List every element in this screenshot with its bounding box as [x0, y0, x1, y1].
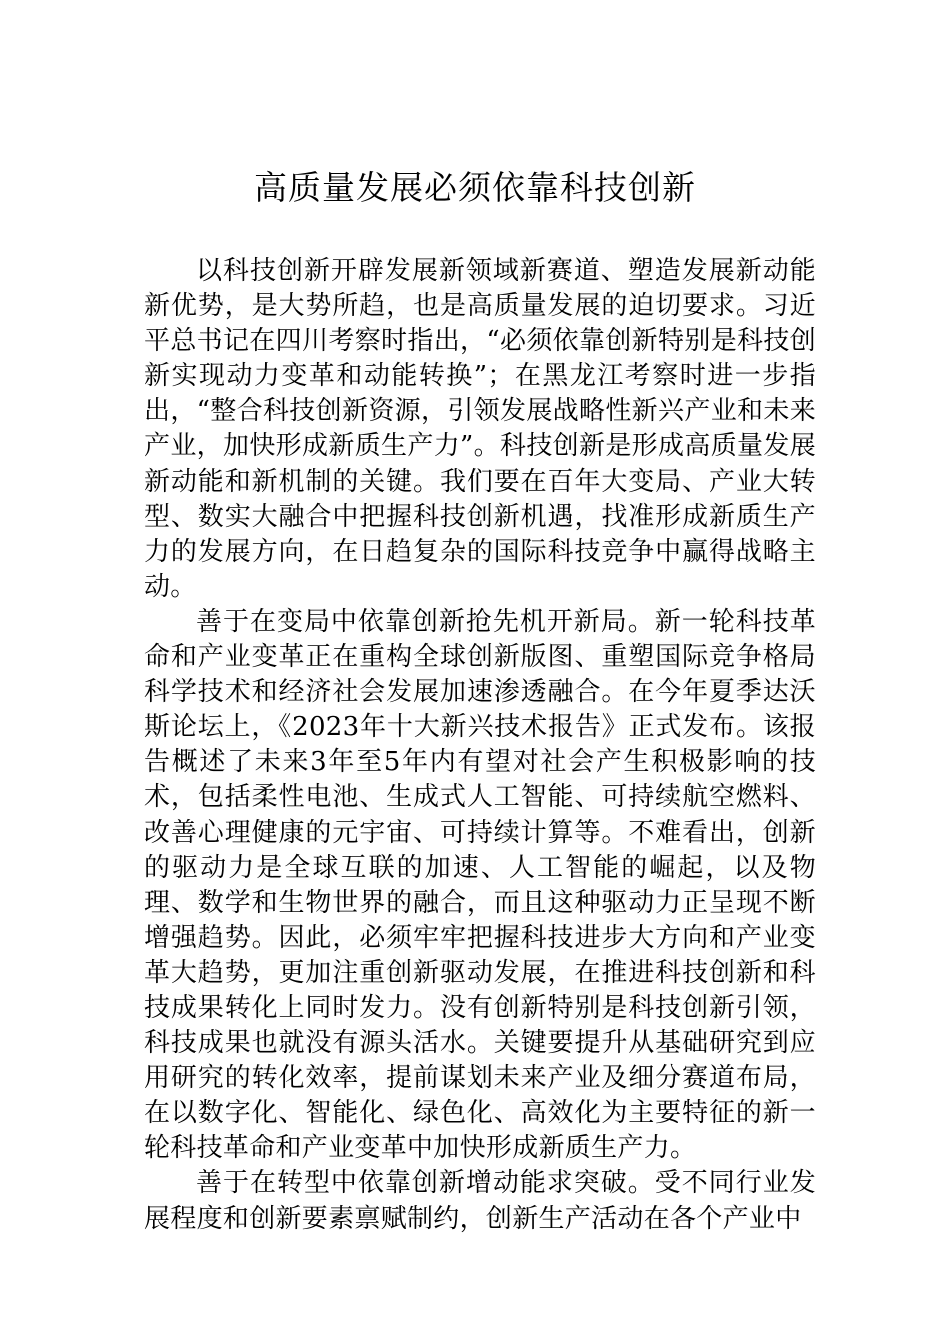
document-title: 高质量发展必须依靠科技创新 — [254, 168, 696, 207]
paragraph-3: 善于在转型中依靠创新增动能求突破。受不同行业发展程度和创新要素禀赋制约，创新生产活动在各个产业中 — [144, 1168, 816, 1234]
paragraph-2: 善于在变局中依靠创新抢先机开新局。新一轮科技革命和产业变革正在重构全球创新版图、重塑国际竞争格局科学技术和经济社会发展加速渗透融合。在今年夏季达沃斯论坛上，《2023年十大新兴技术报告》正式发布。该报告概述了未来3年至5年内有望对社会产生积极影响的技术，包括柔性电池、生成式人工智能、可持续航空燃料、改善心理健康的元宇宙、可持续计算等。不难看出，创新的驱动力是全球互联的加速、人工智能的崛起，以及物理、数学和生物世界的融合，而且这种驱动力正呈现不断增强趋势。因此，必须牢牢把握科技进步大方向和产业变革大趋势，更加注重创新驱动发展，在推进科技创新和科技成果转化上同时发力。没有创新特别是科技创新引领，科技成果也就没有源头活水。关键要提升从基础研究到应用研究的转化效率，提前谋划未来产业及细分赛道布局，在以数字化、智能化、绿色化、高效化为主要特征的新一轮科技革命和产业变革中加快形成新质生产力。 — [144, 606, 816, 1164]
paragraph-1: 以科技创新开辟发展新领域新赛道、塑造发展新动能新优势，是大势所趋，也是高质量发展的迫切要求。习近平总书记在四川考察时指出，“必须依靠创新特别是科技创新实现动力变革和动能转换”；在黑龙江考察时进一步指出，“整合科技创新资源，引领发展战略性新兴产业和未来产业，加快形成新质生产力”。科技创新是形成高质量发展新动能和新机制的关键。我们要在百年大变局、产业大转型、数实大融合中把握科技创新机遇，找准形成新质生产力的发展方向，在日趋复杂的国际科技竞争中赢得战略主动。 — [144, 256, 816, 602]
document-body — [144, 254, 816, 1237]
